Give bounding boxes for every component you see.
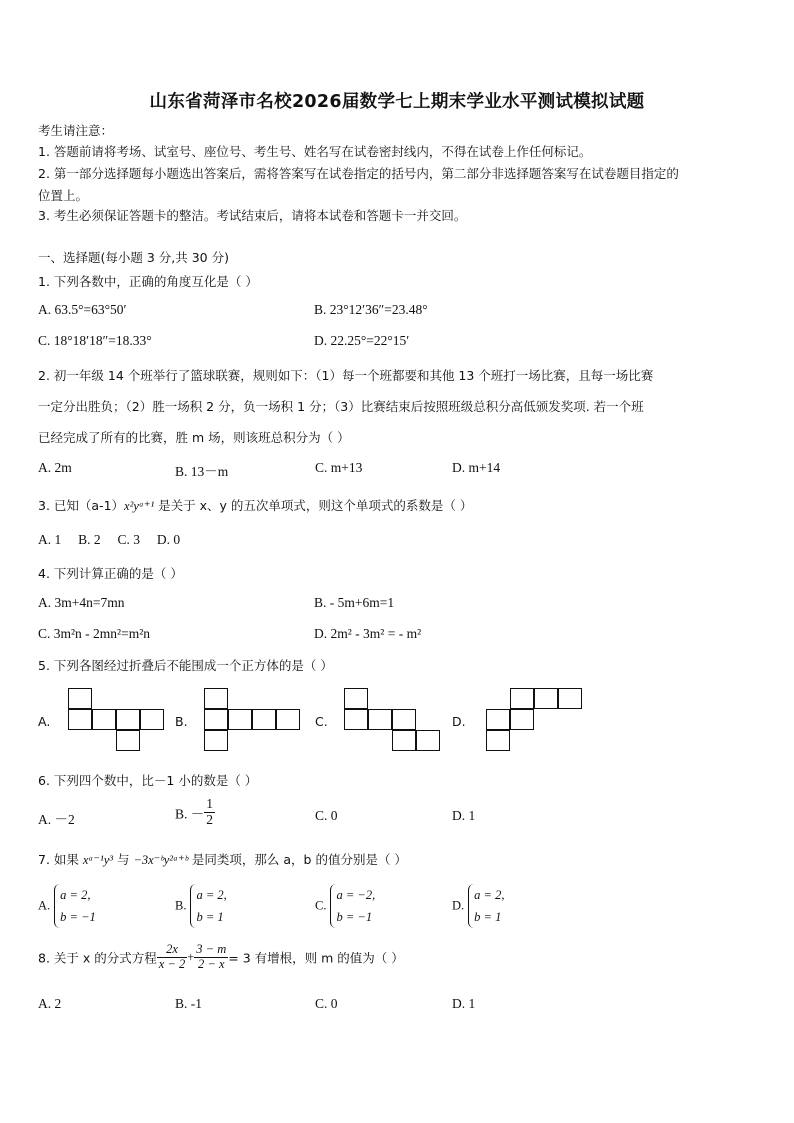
q7-option-a-label: A. bbox=[38, 898, 51, 913]
q8-option-d: D. 1 bbox=[452, 996, 476, 1011]
q7-option-a-system bbox=[54, 884, 96, 928]
q8-stem bbox=[38, 943, 404, 972]
q3-stem-post: 是关于 x、y 的五次单项式，则这个单项式的系数是（ ） bbox=[154, 498, 473, 513]
page-title: 山东省菏泽市名校2026届数学七上期末学业水平测试模拟试题 bbox=[149, 92, 645, 112]
q6-stem: 6. 下列四个数中，比－1 小的数是（ ） bbox=[38, 773, 258, 788]
q7-option-c-system bbox=[330, 884, 375, 928]
q4-option-a: A. 3m+4n=7mn bbox=[38, 595, 125, 610]
q3-options: A. 1 B. 2 C. 3 D. 0 bbox=[38, 532, 181, 547]
q3-monomial: x²yᵃ⁺¹ bbox=[124, 499, 155, 513]
q2-stem-line3: 已经完成了所有的比赛，胜 m 场，则该班总积分为（ ） bbox=[38, 430, 350, 445]
q5-option-c-label: C. bbox=[315, 714, 328, 729]
fraction-denominator: x − 2 bbox=[158, 956, 186, 971]
system-row-1: a = 2, bbox=[60, 888, 91, 902]
q6-option-b bbox=[175, 797, 215, 828]
system-row-2: b = 1 bbox=[474, 910, 502, 924]
q7-stem-mid: 与 bbox=[113, 852, 134, 867]
notice-item-1: 1. 答题前请将考场、试室号、座位号、考生号、姓名写在试卷密封线内，不得在试卷上作任何标记。 bbox=[38, 144, 592, 159]
q4-option-d: D. 2m² - 3m² = - m² bbox=[314, 626, 422, 641]
fraction-numerator: 3 − m bbox=[196, 942, 227, 956]
q8-option-c: C. 0 bbox=[315, 996, 338, 1011]
q7-option-c bbox=[315, 884, 375, 928]
system-row-2: b = −1 bbox=[60, 910, 96, 924]
q8-option-b: B. -1 bbox=[175, 996, 202, 1011]
q7-term-1: xᵃ⁻¹y³ bbox=[82, 853, 114, 867]
notice-item-2-cont: 位置上。 bbox=[38, 188, 89, 203]
q3-stem-pre: 3. 已知（a-1） bbox=[38, 498, 125, 513]
q7-option-b-system bbox=[190, 884, 226, 928]
q8-fraction-1 bbox=[157, 943, 187, 972]
q6-option-b-prefix: B. － bbox=[175, 806, 205, 822]
system-row-1: a = 2, bbox=[474, 888, 505, 902]
q7-stem bbox=[38, 850, 407, 868]
fraction-numerator: 2x bbox=[157, 943, 187, 958]
notice-item-2: 2. 第一部分选择题每小题选出答案后，需将答案写在试卷指定的括号内，第二部分非选择题答案写在试卷题目指定的 bbox=[38, 166, 679, 181]
fraction-denominator: 2 bbox=[206, 811, 214, 827]
q2-option-d: D. m+14 bbox=[452, 460, 501, 475]
section-heading: 一、选择题(每小题 3 分,共 30 分) bbox=[38, 250, 229, 265]
q2-option-a: A. 2m bbox=[38, 460, 72, 475]
q6-option-a: A. －2 bbox=[38, 812, 75, 827]
system-row-2: b = −1 bbox=[336, 910, 373, 924]
q2-stem-line2: 一定分出胜负；（2）胜一场积 2 分，负一场积 1 分；（3）比赛结束后按照班级总积分高低颁发奖项. 若一个班 bbox=[38, 399, 644, 414]
q7-term-2: −3x⁻ᵇy²ᵃ⁺ᵇ bbox=[133, 853, 188, 867]
q8-plus: + bbox=[187, 949, 195, 964]
q5-option-b-label: B. bbox=[175, 714, 188, 729]
q1-option-c: C. 18°18′18″=18.33° bbox=[38, 333, 152, 348]
fraction-denominator: 2 − x bbox=[198, 956, 225, 971]
q6-option-c: C. 0 bbox=[315, 808, 338, 823]
q1-option-d: D. 22.25°=22°15′ bbox=[314, 333, 410, 348]
q5-option-d-label: D. bbox=[452, 714, 466, 729]
q5-option-a-label: A. bbox=[38, 714, 51, 729]
q4-option-b: B. - 5m+6m=1 bbox=[314, 595, 395, 610]
q2-option-c: C. m+13 bbox=[315, 460, 363, 475]
q7-stem-pre: 7. 如果 bbox=[38, 852, 83, 867]
system-row-2: b = 1 bbox=[196, 910, 224, 924]
q6-option-d: D. 1 bbox=[452, 808, 476, 823]
q1-option-b: B. 23°12′36″=23.48° bbox=[314, 302, 428, 317]
q7-option-a bbox=[38, 884, 96, 928]
q4-stem: 4. 下列计算正确的是（ ） bbox=[38, 566, 183, 581]
q7-option-d bbox=[452, 884, 504, 928]
q8-stem-post: = 3 有增根，则 m 的值为（ ） bbox=[228, 950, 404, 966]
q2-stem-line1: 2. 初一年级 14 个班举行了篮球联赛，规则如下：（1）每一个班都要和其他 13 个班打一场比赛，且每一场比赛 bbox=[38, 368, 654, 383]
q7-option-b bbox=[175, 884, 227, 928]
q1-option-a: A. 63.5°=63°50′ bbox=[38, 302, 127, 317]
q8-option-a: A. 2 bbox=[38, 996, 62, 1011]
q5-stem: 5. 下列各图经过折叠后不能围成一个正方体的是（ ） bbox=[38, 658, 333, 673]
q8-fraction-2 bbox=[194, 943, 228, 972]
q7-option-c-label: C. bbox=[315, 898, 327, 913]
system-row-1: a = −2, bbox=[336, 888, 376, 902]
system-row-1: a = 2, bbox=[196, 888, 227, 902]
notice-heading: 考生请注意： bbox=[38, 123, 114, 138]
q4-option-c: C. 3m²n - 2mn²=m²n bbox=[38, 626, 151, 641]
q3-stem bbox=[38, 496, 472, 514]
q7-option-d-system bbox=[468, 884, 504, 928]
q7-stem-post: 是同类项，那么 a，b 的值分别是（ ） bbox=[187, 852, 407, 867]
q1-stem: 1. 下列各数中，正确的角度互化是（ ） bbox=[38, 274, 258, 289]
q7-option-b-label: B. bbox=[175, 898, 187, 913]
q7-option-d-label: D. bbox=[452, 898, 465, 913]
q2-option-b: B. 13－m bbox=[175, 464, 229, 479]
q6-option-b-fraction bbox=[204, 797, 215, 828]
fraction-numerator: 1 bbox=[206, 796, 214, 811]
notice-item-3: 3. 考生必须保证答题卡的整洁。考试结束后，请将本试卷和答题卡一并交回。 bbox=[38, 208, 467, 223]
q8-stem-pre: 8. 关于 x 的分式方程 bbox=[38, 950, 157, 966]
